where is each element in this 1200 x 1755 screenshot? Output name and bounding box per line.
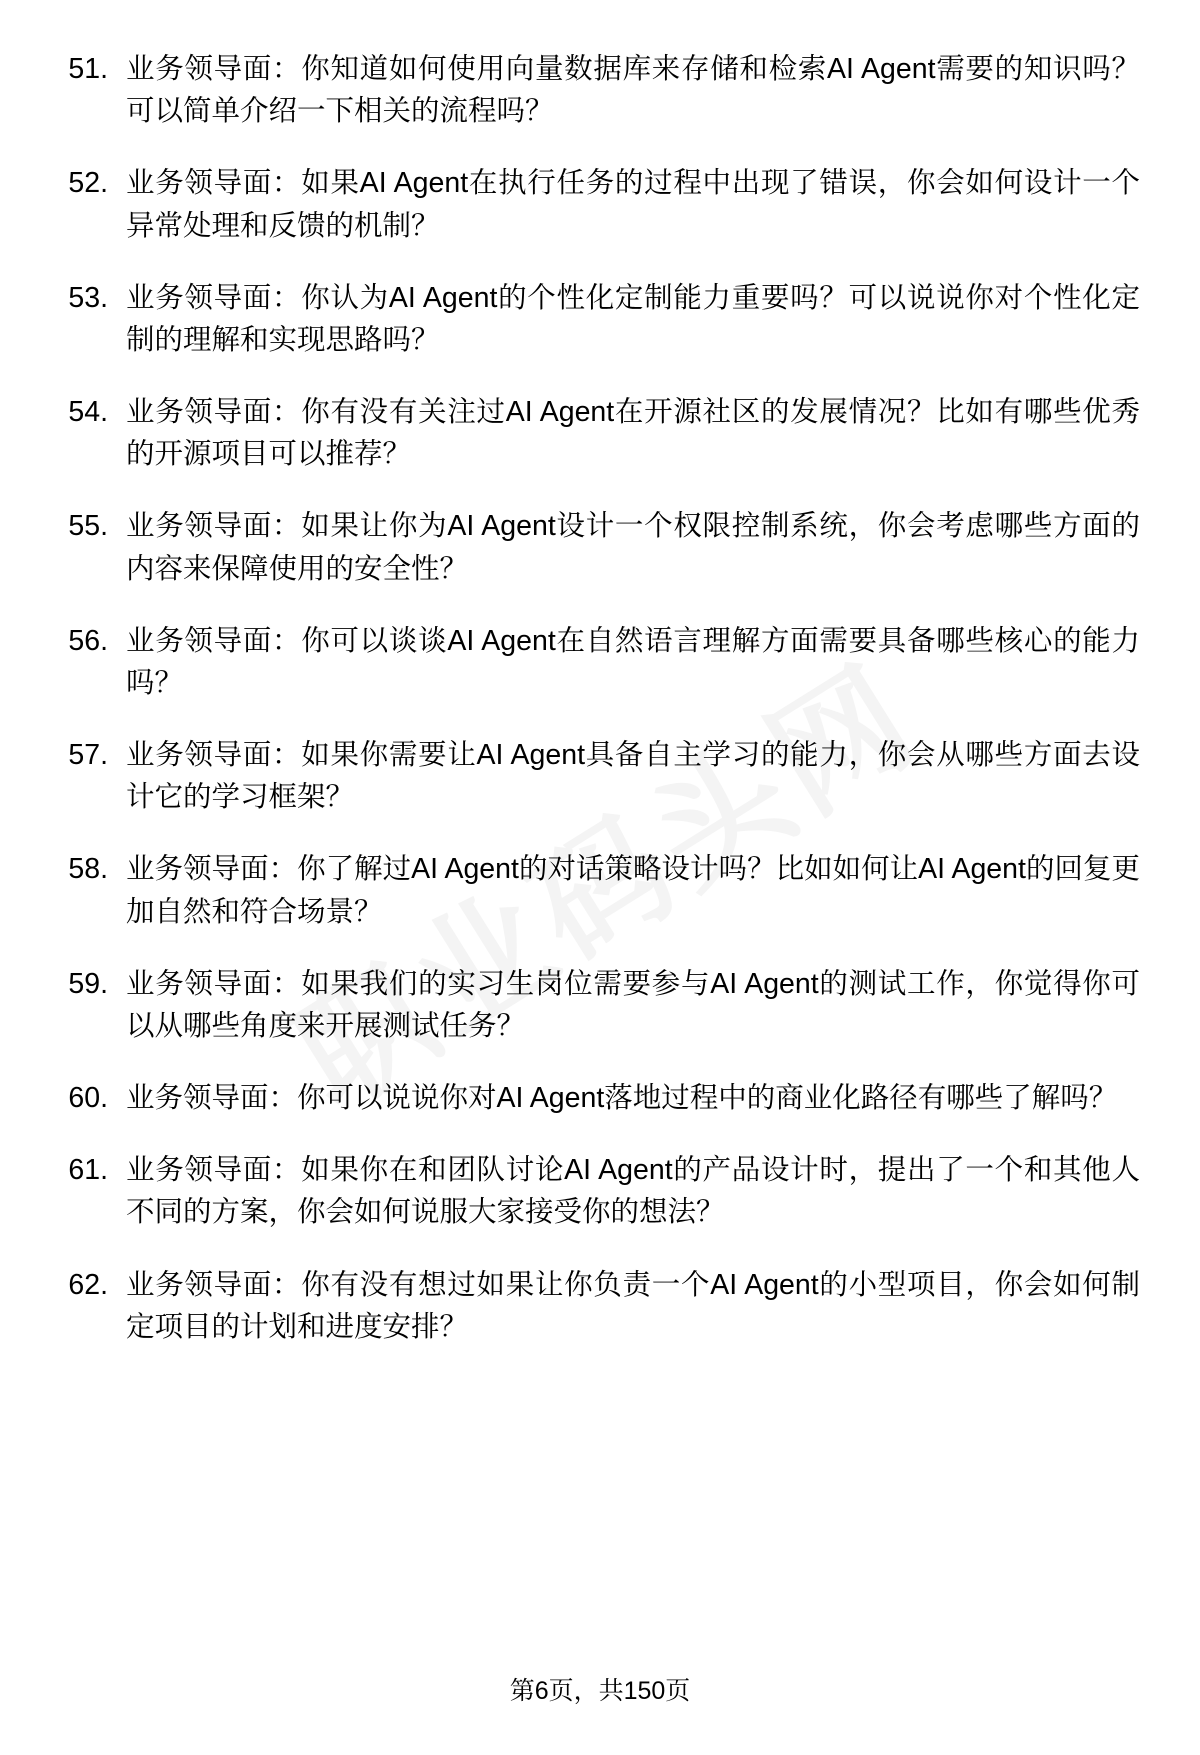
item-number: 59. bbox=[68, 967, 108, 1000]
item-number: 61. bbox=[68, 1154, 108, 1187]
question-list bbox=[60, 48, 1140, 1348]
page-footer: 第6页，共150页 bbox=[509, 1677, 691, 1705]
list-item bbox=[60, 734, 1140, 818]
item-text: 业务领导面：你知道如何使用向量数据库来存储和检索AI Agent需要的知识吗？可以简单介绍一下相关的流程吗？ bbox=[126, 53, 1140, 128]
item-text: 业务领导面：你认为AI Agent的个性化定制能力重要吗？可以说说你对个性化定制的理解和实现思路吗？ bbox=[126, 281, 1140, 356]
item-number: 58. bbox=[68, 853, 108, 886]
list-item bbox=[60, 277, 1140, 361]
item-number: 51. bbox=[68, 53, 108, 85]
item-text: 业务领导面：你可以谈谈AI Agent在自然语言理解方面需要具备哪些核心的能力吗？ bbox=[126, 624, 1140, 699]
item-number: 57. bbox=[68, 739, 108, 772]
item-text: 业务领导面：如果我们的实习生岗位需要参与AI Agent的测试工作，你觉得你可以从哪些角度来开展测试任务？ bbox=[126, 967, 1140, 1042]
list-item bbox=[60, 505, 1140, 589]
item-text: 业务领导面：如果AI Agent在执行任务的过程中出现了错误，你会如何设计一个异常处理和反馈的机制？ bbox=[126, 167, 1140, 242]
item-text: 业务领导面：你可以说说你对AI Agent落地过程中的商业化路径有哪些了解吗？ bbox=[126, 1082, 1118, 1115]
list-item bbox=[60, 963, 1140, 1047]
list-item bbox=[60, 1149, 1140, 1233]
list-item bbox=[60, 620, 1140, 704]
list-item bbox=[60, 848, 1140, 932]
item-number: 55. bbox=[68, 510, 108, 543]
item-number: 56. bbox=[68, 624, 108, 657]
item-number: 54. bbox=[68, 396, 108, 429]
item-text: 业务领导面：如果你在和团队讨论AI Agent的产品设计时，提出了一个和其他人不同的方案，你会如何说服大家接受你的想法？ bbox=[126, 1154, 1140, 1229]
list-item bbox=[60, 1077, 1140, 1119]
item-number: 62. bbox=[68, 1268, 108, 1301]
item-number: 60. bbox=[68, 1082, 108, 1115]
item-text: 业务领导面：如果你需要让AI Agent具备自主学习的能力，你会从哪些方面去设计它的学习框架？ bbox=[126, 739, 1140, 814]
list-item bbox=[60, 391, 1140, 475]
list-item bbox=[60, 48, 1140, 132]
item-number: 53. bbox=[68, 281, 108, 314]
item-text: 业务领导面：你了解过AI Agent的对话策略设计吗？比如如何让AI Agent的回复更加自然和符合场景？ bbox=[126, 853, 1140, 928]
list-item bbox=[60, 1264, 1140, 1348]
list-item bbox=[60, 162, 1140, 246]
item-number: 52. bbox=[68, 167, 108, 200]
item-text: 业务领导面：你有没有关注过AI Agent在开源社区的发展情况？比如有哪些优秀的开源项目可以推荐？ bbox=[126, 396, 1140, 471]
item-text: 业务领导面：你有没有想过如果让你负责一个AI Agent的小型项目，你会如何制定项目的计划和进度安排？ bbox=[126, 1268, 1140, 1343]
item-text: 业务领导面：如果让你为AI Agent设计一个权限控制系统，你会考虑哪些方面的内容来保障使用的安全性？ bbox=[126, 510, 1140, 585]
